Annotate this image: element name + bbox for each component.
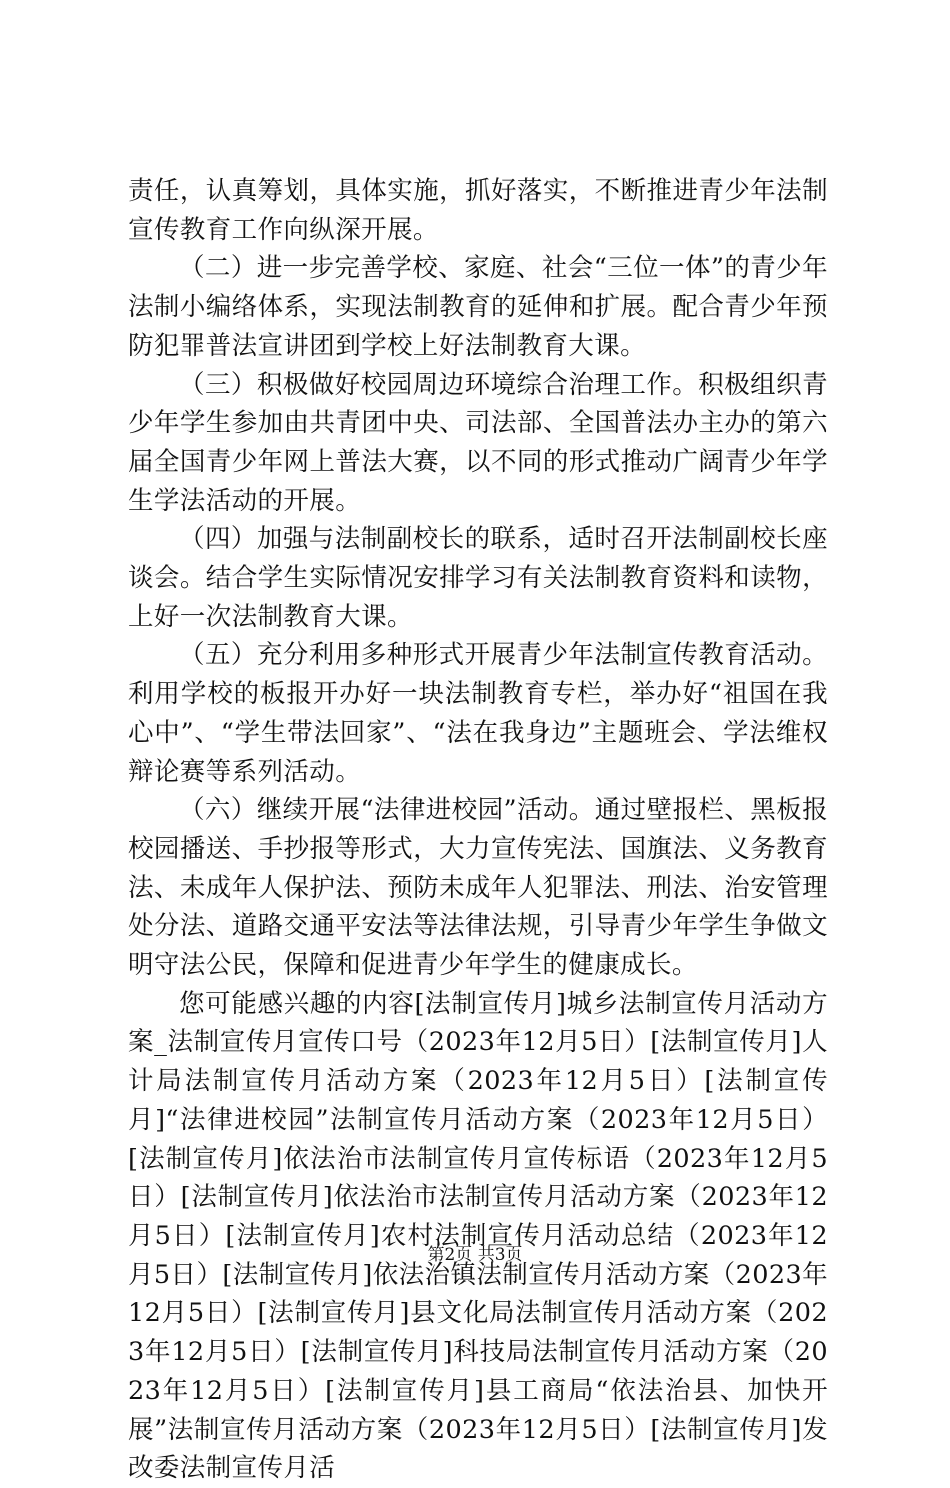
paragraph-item-2: （二）进一步完善学校、家庭、社会“三位一体”的青少年法制小编络体系，实现法制教育的延伸和扩展。配合青少年预防犯罪普法宣讲团到学校上好法制教育大课。 xyxy=(128,253,828,361)
paragraph-item-5: （五）充分利用多种形式开展青少年法制宣传教育活动。利用学校的板报开办好一块法制教育专栏，举办好“祖国在我心中”、“学生带法回家”、“法在我身边”主题班会、学法维权辩论赛等系列活动。 xyxy=(128,640,828,787)
paragraph-continuation: 责任，认真筹划，具体实施，抓好落实，不断推进青少年法制宣传教育工作向纵深开展。 xyxy=(128,176,828,245)
paragraph-item-6: （六）继续开展“法律进校园”活动。通过壁报栏、黑板报校园播送、手抄报等形式，大力宣传宪法、国旗法、义务教育法、未成年人保护法、预防未成年人犯罪法、刑法、治安管理处分法、道路交通平安法等法律法规，引导青少年学生争做文明守法公民，保障和促进青少年学生的健康成长。 xyxy=(128,795,828,981)
page-number-footer: 第2页 共3页 xyxy=(427,1245,523,1265)
paragraph-item-3: （三）积极做好校园周边环境综合治理工作。积极组织青少年学生参加由共青团中央、司法部、全国普法办主办的第六届全国青少年网上普法大赛，以不同的形式推动广阔青少年学生学法活动的开展。 xyxy=(128,369,828,516)
related-content-paragraph: 您可能感兴趣的内容[法制宣传月]城乡法制宣传月活动方案_法制宣传月宣传口号（2023年12月5日）[法制宣传月]人计局法制宣传月活动方案（2023年12月5日）[法制宣传月]“法律进校园”法制宣传月活动方案（2023年12月5日）[法制宣传月]依法治市法制宣传月宣传标语（2023年12月5日）[法制宣传月]依法治市法制宣传月活动方案（2023年12月5日）[法制宣传月]农村法制宣传月活动总结（2023年12月5日）[法制宣传月]依法治镇法制宣传月活动方案（2023年12月5日）[法制宣传月]县文化局法制宣传月活动方案（2023年12月5日）[法制宣传月]科技局法制宣传月活动方案（2023年12月5日）[法制宣传月]县工商局“依法治县、加快开展”法制宣传月活动方案（2023年12月5日）[法制宣传月]发改委法制宣传月活 xyxy=(128,988,828,1484)
document-body xyxy=(128,172,828,1488)
paragraph-item-4: （四）加强与法制副校长的联系，适时召开法制副校长座谈会。结合学生实际情况安排学习有关法制教育资料和读物，上好一次法制教育大课。 xyxy=(128,524,828,632)
